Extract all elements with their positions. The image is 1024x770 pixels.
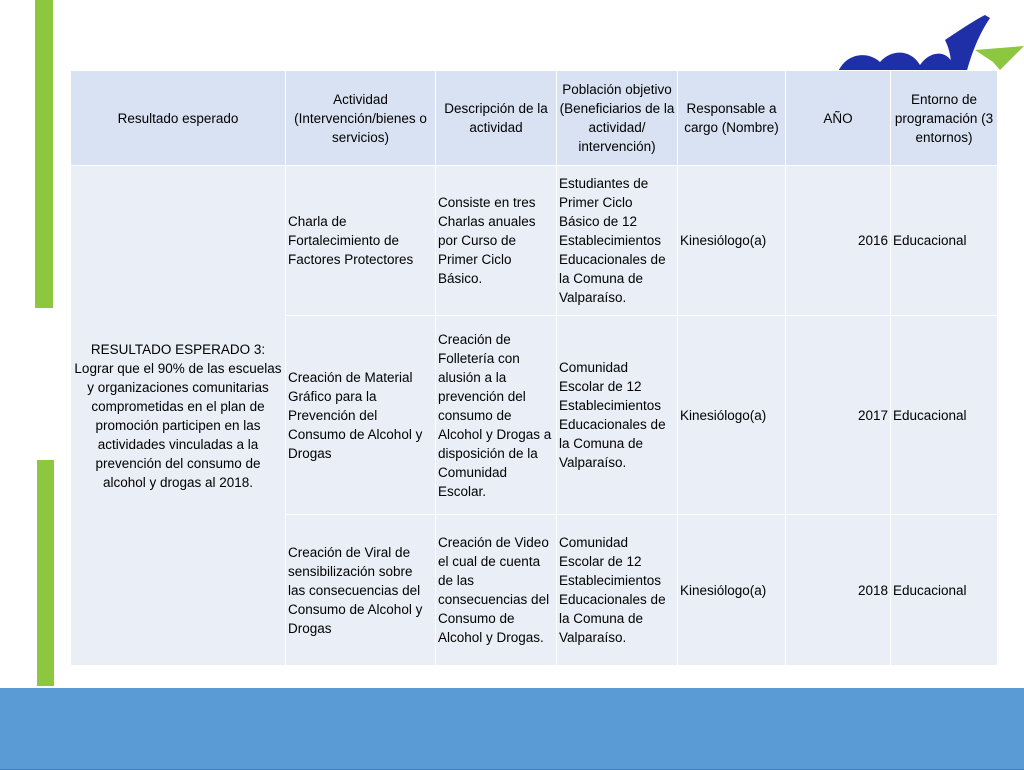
table-row bbox=[71, 166, 998, 316]
anio-cell: 2017 bbox=[786, 316, 891, 515]
responsable-cell: Kinesiólogo(a) bbox=[678, 316, 786, 515]
poblacion-cell: Estudiantes de Primer Ciclo Básico de 12 Establecimientos Educacionales de la Comuna de Valparaíso. bbox=[557, 166, 678, 316]
header-poblacion-objetivo: Población objetivo (Beneficiarios de la actividad/ intervención) bbox=[557, 71, 678, 166]
descripcion-cell: Consiste en tres Charlas anuales por Curso de Primer Ciclo Básico. bbox=[436, 166, 557, 316]
entorno-cell: Educacional bbox=[891, 316, 998, 515]
descripcion-cell: Creación de Folletería con alusión a la prevención del consumo de Alcohol y Drogas a disposición de la Comunidad Escolar. bbox=[436, 316, 557, 515]
entorno-cell: Educacional bbox=[891, 166, 998, 316]
header-actividad: Actividad (Intervención/bienes o servicios) bbox=[286, 71, 436, 166]
header-descripcion: Descripción de la actividad bbox=[436, 71, 557, 166]
table-header-row bbox=[71, 71, 998, 166]
descripcion-cell: Creación de Video el cual de cuenta de las consecuencias del Consumo de Alcohol y Drogas. bbox=[436, 515, 557, 666]
anio-cell: 2018 bbox=[786, 515, 891, 666]
header-responsable: Responsable a cargo (Nombre) bbox=[678, 71, 786, 166]
activity-plan-table bbox=[70, 70, 998, 666]
actividad-cell: Creación de Material Gráfico para la Prevención del Consumo de Alcohol y Drogas bbox=[286, 316, 436, 515]
poblacion-cell: Comunidad Escolar de 12 Establecimientos Educacionales de la Comuna de Valparaíso. bbox=[557, 316, 678, 515]
green-vertical-bar-top bbox=[35, 0, 53, 308]
header-anio: AÑO bbox=[786, 71, 891, 166]
header-entorno: Entorno de programación (3 entornos) bbox=[891, 71, 998, 166]
header-resultado-esperado: Resultado esperado bbox=[71, 71, 286, 166]
actividad-cell: Creación de Viral de sensibilización sobre las consecuencias del Consumo de Alcohol y Drogas bbox=[286, 515, 436, 666]
responsable-cell: Kinesiólogo(a) bbox=[678, 166, 786, 316]
entorno-cell: Educacional bbox=[891, 515, 998, 666]
resultado-esperado-cell: RESULTADO ESPERADO 3: Lograr que el 90% de las escuelas y organizaciones comunitarias comprometidas en el plan de promoción participen en las actividades vinculadas a la prevención del consumo de alcohol y drogas al 2018. bbox=[71, 166, 286, 666]
poblacion-cell: Comunidad Escolar de 12 Establecimientos Educacionales de la Comuna de Valparaíso. bbox=[557, 515, 678, 666]
responsable-cell: Kinesiólogo(a) bbox=[678, 515, 786, 666]
anio-cell: 2016 bbox=[786, 166, 891, 316]
footer-band bbox=[0, 686, 1024, 770]
actividad-cell: Charla de Fortalecimiento de Factores Protectores bbox=[286, 166, 436, 316]
